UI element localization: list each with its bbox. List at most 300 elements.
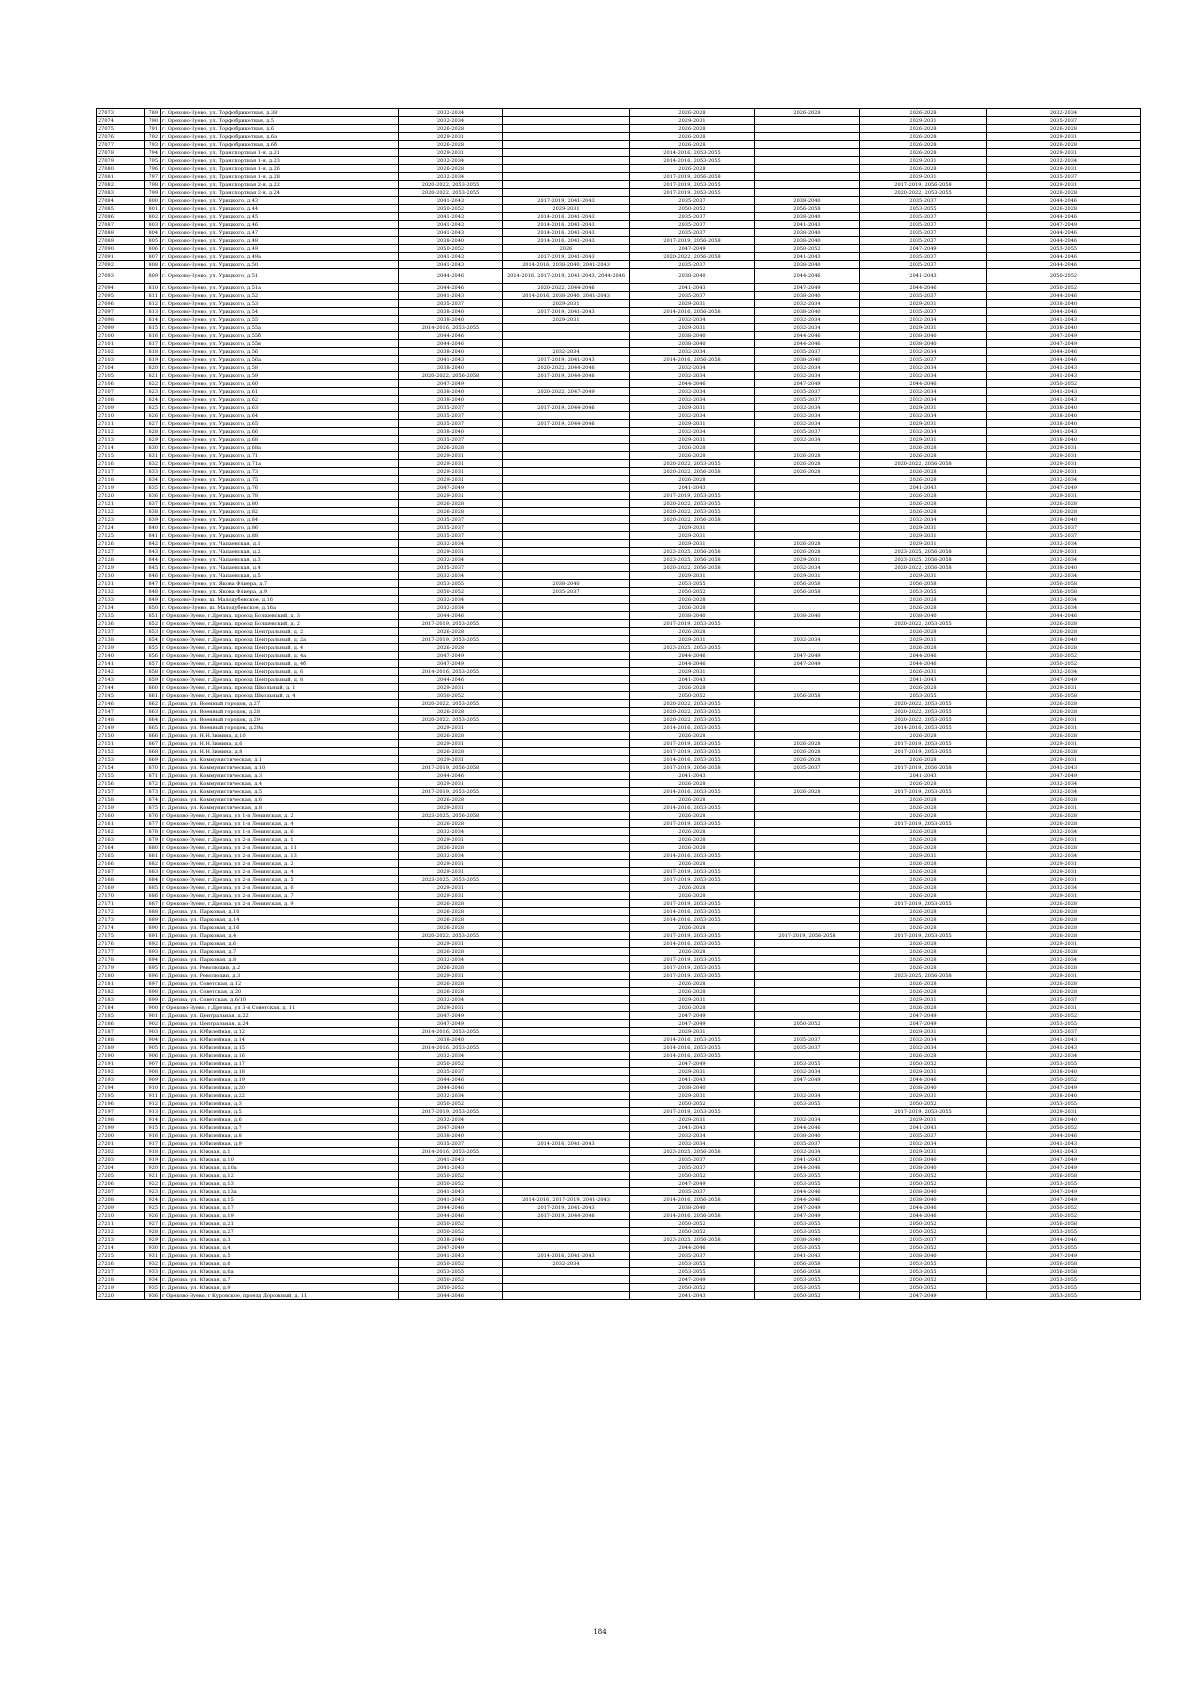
- table-cell: 2023-2025, 2056-2058: [630, 1148, 755, 1156]
- table-cell: 2026-2028: [860, 844, 987, 852]
- table-cell: 2035-2037: [630, 1252, 755, 1260]
- table-cell: 2038-2040: [860, 332, 987, 340]
- table-cell: 2047-2049: [630, 245, 755, 253]
- table-row: [97, 868, 1141, 876]
- table-cell: 2032-2034: [755, 316, 860, 324]
- table-cell: 2029-2031: [399, 804, 503, 812]
- table-cell: 820: [145, 364, 161, 372]
- table-cell: 27169: [97, 884, 145, 892]
- table-cell: 2038-2040: [755, 1236, 860, 1244]
- table-cell: 2032-2034: [755, 300, 860, 308]
- table-cell: 2038-2040: [987, 324, 1141, 332]
- table-cell: 2026-2028: [630, 1004, 755, 1012]
- table-cell: 27149: [97, 724, 145, 732]
- table-row: [97, 404, 1141, 412]
- table-cell: 2035-2037: [399, 524, 503, 532]
- table-cell: [503, 125, 630, 133]
- table-cell: [755, 956, 860, 964]
- table-row: [97, 1060, 1141, 1068]
- table-cell: [503, 788, 630, 796]
- table-cell: 2026-2028: [860, 1052, 987, 1060]
- table-cell: 814: [145, 316, 161, 324]
- table-cell: г. Орехово-Зуево, ул. Урицкого, д.61: [161, 388, 399, 396]
- table-cell: 2026-2028: [860, 812, 987, 820]
- table-cell: 2026-2028: [987, 700, 1141, 708]
- table-cell: 2044-2046: [987, 612, 1141, 620]
- table-cell: 27217: [97, 1268, 145, 1276]
- table-cell: 809: [145, 269, 161, 284]
- table-cell: 2020-2022, 2053-2055: [630, 716, 755, 724]
- table-cell: 2029-2031: [630, 300, 755, 308]
- table-cell: 919: [145, 1156, 161, 1164]
- table-cell: г. Орехово-Зуево, ул. Чапаевская, д.2: [161, 548, 399, 556]
- table-cell: 934: [145, 1276, 161, 1284]
- table-cell: г. Дрезна, ул. Южная, д.13: [161, 1180, 399, 1188]
- table-cell: 27090: [97, 245, 145, 253]
- table-cell: г. Дрезна, ул. Коммунистическая, д.1: [161, 756, 399, 764]
- table-cell: г. Дрезна, ул. Центральная, д.24: [161, 1020, 399, 1028]
- table-cell: 2053-2055: [860, 692, 987, 700]
- table-cell: 2017-2019, 2053-2055: [630, 868, 755, 876]
- table-cell: 936: [145, 1292, 161, 1300]
- table-cell: 2026-2028: [399, 628, 503, 636]
- table-cell: 2020-2022, 2053-2055: [860, 708, 987, 716]
- table-cell: 2041-2043: [399, 229, 503, 237]
- table-cell: 2035-2037: [755, 1140, 860, 1148]
- table-cell: 27152: [97, 748, 145, 756]
- table-cell: 2038-2040: [755, 612, 860, 620]
- table-cell: [503, 924, 630, 932]
- table-cell: 2050-2052: [399, 1100, 503, 1108]
- table-row: [97, 1076, 1141, 1084]
- table-cell: 2029-2031: [399, 1004, 503, 1012]
- table-cell: г Орехово-Зуево, г.Дрезна, ул 2-я Ленинская, д. 9: [161, 900, 399, 908]
- table-cell: 2035-2037: [860, 1236, 987, 1244]
- table-cell: [503, 1124, 630, 1132]
- table-cell: 861: [145, 692, 161, 700]
- table-row: [97, 476, 1141, 484]
- table-cell: [503, 1236, 630, 1244]
- table-cell: 2053-2055: [755, 1172, 860, 1180]
- table-cell: [503, 860, 630, 868]
- table-cell: [755, 684, 860, 692]
- table-cell: [503, 500, 630, 508]
- table-cell: 2047-2049: [987, 332, 1141, 340]
- table-cell: 846: [145, 572, 161, 580]
- table-cell: 2029-2031: [399, 460, 503, 468]
- table-row: [97, 772, 1141, 780]
- table-cell: 2026-2028: [860, 980, 987, 988]
- table-cell: г. Орехово-Зуево, ул. Урицкого, д.45: [161, 213, 399, 221]
- table-cell: 2044-2046: [755, 340, 860, 348]
- table-cell: 2041-2043: [860, 676, 987, 684]
- table-cell: 27079: [97, 157, 145, 165]
- table-cell: г. Орехово-Зуево, ул. Урицкого, д.71: [161, 452, 399, 460]
- table-cell: 2014-2016, 2053-2055: [399, 1044, 503, 1052]
- table-cell: 2029-2031: [630, 1028, 755, 1036]
- table-cell: 2050-2052: [399, 1260, 503, 1268]
- table-cell: 2035-2037: [399, 436, 503, 444]
- table-cell: 860: [145, 684, 161, 692]
- table-cell: 2041-2043: [630, 1076, 755, 1084]
- table-cell: 2035-2037: [630, 213, 755, 221]
- table-cell: 913: [145, 1108, 161, 1116]
- table-cell: г. Дрезна, ул. Юбилейная, д.12: [161, 1028, 399, 1036]
- table-row: [97, 1268, 1141, 1276]
- table-cell: 27135: [97, 612, 145, 620]
- table-cell: 821: [145, 372, 161, 380]
- table-cell: г. Дрезна, ул. Южная, д.5: [161, 1252, 399, 1260]
- table-cell: 833: [145, 468, 161, 476]
- table-cell: 27183: [97, 996, 145, 1004]
- table-cell: 2014-2016, 2053-2055: [630, 908, 755, 916]
- table-cell: 27175: [97, 932, 145, 940]
- table-cell: 2038-2040: [987, 436, 1141, 444]
- table-row: [97, 644, 1141, 652]
- table-cell: 2017-2019, 2053-2055: [630, 956, 755, 964]
- table-cell: 2032-2034: [755, 324, 860, 332]
- table-cell: [503, 612, 630, 620]
- table-cell: 2026-2028: [860, 756, 987, 764]
- table-cell: 837: [145, 500, 161, 508]
- table-cell: 2026-2028: [755, 756, 860, 764]
- table-cell: 2014-2016, 2053-2055: [399, 668, 503, 676]
- table-cell: 2017-2019, 2053-2055: [630, 748, 755, 756]
- table-cell: 796: [145, 165, 161, 173]
- table-cell: 27209: [97, 1204, 145, 1212]
- table-cell: 2020-2022, 2053-2055: [630, 700, 755, 708]
- table-cell: 2035-2037: [860, 213, 987, 221]
- table-cell: 918: [145, 1148, 161, 1156]
- table-row: [97, 189, 1141, 197]
- table-cell: 2029-2031: [987, 868, 1141, 876]
- table-cell: 2038-2040: [630, 340, 755, 348]
- table-cell: 2035-2037: [860, 261, 987, 269]
- table-cell: 2056-2058: [987, 1172, 1141, 1180]
- table-cell: 2017-2019, 2053-2055: [860, 932, 987, 940]
- table-cell: 2029-2031: [860, 572, 987, 580]
- table-cell: [503, 1076, 630, 1084]
- table-cell: 2044-2046: [755, 1164, 860, 1172]
- table-cell: г. Орехово-Зуево, ул. Якова Флиера, д.7: [161, 580, 399, 588]
- table-cell: 2017-2019, 2053-2055: [630, 932, 755, 940]
- table-row: [97, 165, 1141, 173]
- table-cell: г. Орехово-Зуево, ул. Урицкого, д.51: [161, 269, 399, 284]
- table-cell: [503, 1004, 630, 1012]
- table-cell: 2020-2022, 2044-2046: [503, 364, 630, 372]
- table-cell: г. Орехово-Зуево, ш. Малодубенское, д.16: [161, 596, 399, 604]
- table-cell: г. Дрезна, ул. Коммунистическая, д.6: [161, 796, 399, 804]
- table-cell: 2029-2031: [860, 1148, 987, 1156]
- table-cell: 2038-2040: [987, 420, 1141, 428]
- table-cell: [503, 1060, 630, 1068]
- table-cell: 2035-2037: [399, 420, 503, 428]
- table-cell: 2032-2034: [755, 1116, 860, 1124]
- table-cell: 2050-2052: [630, 1100, 755, 1108]
- table-cell: 27187: [97, 1028, 145, 1036]
- table-cell: 929: [145, 1236, 161, 1244]
- table-cell: 790: [145, 117, 161, 125]
- table-cell: 2038-2040: [399, 308, 503, 316]
- table-cell: 2035-2037: [987, 1028, 1141, 1036]
- table-cell: 2017-2019, 2053-2055: [630, 876, 755, 884]
- table-cell: 2044-2046: [987, 213, 1141, 221]
- table-cell: 914: [145, 1116, 161, 1124]
- table-cell: [503, 484, 630, 492]
- table-cell: 27214: [97, 1244, 145, 1252]
- table-cell: 2038-2040: [755, 229, 860, 237]
- table-cell: 2056-2058: [987, 1268, 1141, 1276]
- table-cell: 2026-2028: [860, 828, 987, 836]
- table-cell: г. Дрезна, ул. Парковая, д.14: [161, 916, 399, 924]
- table-cell: г. Орехово-Зуево, ул. Урицкого, д.88: [161, 532, 399, 540]
- table-cell: 27146: [97, 700, 145, 708]
- table-cell: 27207: [97, 1188, 145, 1196]
- table-cell: 2038-2040: [399, 348, 503, 356]
- table-cell: [503, 980, 630, 988]
- table-cell: г. Орехово-Зуево, ул. Урицкого, д.53: [161, 300, 399, 308]
- table-cell: 2050-2052: [399, 692, 503, 700]
- table-cell: г Орехово-Зуево, г.Дрезна, ул 1-я Ленинская, д. 4: [161, 820, 399, 828]
- table-cell: 2026-2028: [987, 796, 1141, 804]
- table-cell: 2029-2031: [399, 756, 503, 764]
- table-row: [97, 892, 1141, 900]
- table-cell: [503, 756, 630, 764]
- table-cell: [503, 708, 630, 716]
- table-row: [97, 340, 1141, 348]
- table-row: [97, 1100, 1141, 1108]
- table-row: [97, 1156, 1141, 1164]
- table-cell: 2047-2049: [987, 1156, 1141, 1164]
- table-cell: [503, 1244, 630, 1252]
- table-cell: [755, 189, 860, 197]
- table-cell: 2029-2031: [630, 668, 755, 676]
- table-cell: [503, 972, 630, 980]
- table-cell: 2038-2040: [860, 1196, 987, 1204]
- table-cell: 799: [145, 189, 161, 197]
- table-cell: [503, 900, 630, 908]
- table-cell: 812: [145, 300, 161, 308]
- table-row: [97, 133, 1141, 141]
- table-cell: г. Орехово-Зуево, ул. Торфобрикетная, д.6а: [161, 133, 399, 141]
- table-row: [97, 956, 1141, 964]
- table-cell: 2053-2055: [630, 1268, 755, 1276]
- table-cell: 2026-2028: [987, 812, 1141, 820]
- table-cell: [503, 852, 630, 860]
- table-cell: г. Дрезна, ул. Южная, д.3: [161, 1236, 399, 1244]
- table-cell: 859: [145, 676, 161, 684]
- table-cell: 2029-2031: [987, 492, 1141, 500]
- table-cell: 2017-2019, 2053-2055: [860, 900, 987, 908]
- table-row: [97, 221, 1141, 229]
- table-cell: г. Орехово-Зуево, ул. Урицкого, д.44: [161, 205, 399, 213]
- table-cell: 2020-2022, 2053-2055: [630, 500, 755, 508]
- table-cell: 27081: [97, 173, 145, 181]
- table-cell: 2029-2031: [987, 468, 1141, 476]
- table-cell: 2032-2034: [399, 1092, 503, 1100]
- table-row: [97, 1140, 1141, 1148]
- table-cell: 921: [145, 1172, 161, 1180]
- table-cell: 2053-2055: [987, 1100, 1141, 1108]
- table-cell: г. Орехово-Зуево, ул. Урицкого, д.49: [161, 245, 399, 253]
- table-cell: 27144: [97, 684, 145, 692]
- table-cell: 27103: [97, 356, 145, 364]
- table-cell: [503, 412, 630, 420]
- table-cell: 2026-2028: [860, 1004, 987, 1012]
- table-cell: 2014-2016, 2053-2055: [630, 1052, 755, 1060]
- table-cell: 2029-2031: [860, 524, 987, 532]
- table-cell: 2017-2019, 2056-2058: [755, 932, 860, 940]
- table-cell: 27130: [97, 572, 145, 580]
- table-cell: 2044-2046: [399, 269, 503, 284]
- table-cell: 2026-2028: [860, 948, 987, 956]
- table-cell: 2029-2031: [399, 149, 503, 157]
- table-cell: г. Орехово-Зуево, ул. Транспортная 1-я, д.23: [161, 157, 399, 165]
- table-cell: 27208: [97, 1196, 145, 1204]
- table-cell: 2026-2028: [860, 604, 987, 612]
- table-cell: 2029-2031: [860, 157, 987, 165]
- table-cell: 2035-2037: [860, 197, 987, 205]
- table-cell: г. Орехово-Зуево, ул. Урицкого, д.52: [161, 292, 399, 300]
- table-cell: 2041-2043: [630, 1124, 755, 1132]
- table-cell: [503, 1220, 630, 1228]
- table-cell: 27121: [97, 500, 145, 508]
- table-cell: 2032-2034: [987, 1052, 1141, 1060]
- table-cell: 2035-2037: [755, 388, 860, 396]
- table-cell: 2035-2037: [860, 253, 987, 261]
- table-cell: [503, 396, 630, 404]
- table-row: [97, 908, 1141, 916]
- table-cell: 2032-2034: [755, 412, 860, 420]
- table-cell: 2026-2028: [987, 948, 1141, 956]
- table-cell: 2038-2040: [755, 197, 860, 205]
- table-cell: [503, 820, 630, 828]
- table-cell: 2026-2028: [399, 508, 503, 516]
- table-cell: 27118: [97, 476, 145, 484]
- table-cell: 2032-2034: [987, 780, 1141, 788]
- table-cell: 2050-2052: [399, 1180, 503, 1188]
- table-cell: г Орехово-Зуево, г.Дрезна, проезд Центральный, д. 6: [161, 668, 399, 676]
- table-cell: 2023-2025, 2056-2058: [399, 812, 503, 820]
- table-cell: г. Дрезна, ул. Советская, д.20: [161, 988, 399, 996]
- table-cell: 2029-2031: [860, 436, 987, 444]
- table-cell: [755, 628, 860, 636]
- table-cell: 2029-2031: [987, 548, 1141, 556]
- table-cell: 2047-2049: [630, 1020, 755, 1028]
- table-cell: [503, 149, 630, 157]
- table-cell: г. Орехово-Зуево, ул. Урицкого, д.55а: [161, 324, 399, 332]
- table-cell: 2032-2034: [860, 412, 987, 420]
- table-cell: г. Орехово-Зуево, ул. Урицкого, д.48: [161, 237, 399, 245]
- table-cell: 906: [145, 1052, 161, 1060]
- table-cell: 2044-2046: [987, 237, 1141, 245]
- table-cell: 27215: [97, 1252, 145, 1260]
- table-cell: [503, 1020, 630, 1028]
- table-cell: 2023-2025, 2056-2058: [630, 548, 755, 556]
- table-cell: 2047-2049: [860, 1292, 987, 1300]
- table-cell: 2026-2028: [399, 141, 503, 149]
- table-cell: 2038-2040: [860, 1252, 987, 1260]
- table-cell: 27201: [97, 1140, 145, 1148]
- table-cell: 2020-2022, 2053-2055: [399, 700, 503, 708]
- schedule-sheet: [96, 108, 1124, 1300]
- table-cell: 2026-2028: [987, 189, 1141, 197]
- table-cell: 2017-2019, 2053-2055: [399, 636, 503, 644]
- table-cell: 2029-2031: [399, 892, 503, 900]
- table-cell: 904: [145, 1036, 161, 1044]
- table-cell: 27131: [97, 580, 145, 588]
- table-cell: 797: [145, 173, 161, 181]
- table-cell: 2050-2052: [399, 1228, 503, 1236]
- table-cell: 2020-2022, 2053-2055: [630, 460, 755, 468]
- table-cell: 838: [145, 508, 161, 516]
- table-cell: 2026-2028: [987, 500, 1141, 508]
- table-cell: 836: [145, 492, 161, 500]
- table-cell: 27161: [97, 820, 145, 828]
- table-cell: 2038-2040: [399, 364, 503, 372]
- table-cell: 2038-2040: [987, 636, 1141, 644]
- table-row: [97, 596, 1141, 604]
- table-cell: 2014-2016, 2053-2055: [399, 1028, 503, 1036]
- table-cell: 2035-2037: [987, 524, 1141, 532]
- table-cell: 2047-2049: [399, 1124, 503, 1132]
- table-cell: 27163: [97, 836, 145, 844]
- table-cell: 2038-2040: [987, 564, 1141, 572]
- table-cell: 920: [145, 1164, 161, 1172]
- table-cell: 798: [145, 181, 161, 189]
- table-cell: 2056-2058: [860, 580, 987, 588]
- table-cell: 2029-2031: [399, 476, 503, 484]
- table-cell: 872: [145, 780, 161, 788]
- table-cell: 2026-2028: [860, 964, 987, 972]
- table-row: [97, 628, 1141, 636]
- table-cell: г. Дрезна, ул. Парковая, д.4: [161, 932, 399, 940]
- table-cell: 2029-2031: [630, 404, 755, 412]
- table-cell: г Орехово-Зуево, г.Дрезна, ул 2-я Ленинская, д. 1: [161, 836, 399, 844]
- table-cell: [755, 980, 860, 988]
- table-cell: г Орехово-Зуево, г.Дрезна, ул 2-я Ленинская, д. 7: [161, 892, 399, 900]
- table-cell: 806: [145, 245, 161, 253]
- table-cell: г Орехово-Зуево, г.Дрезна, ул 2-я Ленинская, д. 13: [161, 852, 399, 860]
- table-cell: 27160: [97, 812, 145, 820]
- table-cell: [755, 780, 860, 788]
- table-cell: 27198: [97, 1116, 145, 1124]
- table-cell: 27154: [97, 764, 145, 772]
- table-cell: г Орехово-Зуево, г.Дрезна, проезд Центральный, д. 4б: [161, 660, 399, 668]
- table-cell: 2035-2037: [755, 1036, 860, 1044]
- table-cell: 2029-2031: [503, 300, 630, 308]
- table-cell: 880: [145, 844, 161, 852]
- table-cell: 2047-2049: [987, 1084, 1141, 1092]
- table-cell: 2050-2052: [987, 1012, 1141, 1020]
- table-cell: 2050-2052: [630, 1172, 755, 1180]
- table-cell: 2032-2034: [503, 348, 630, 356]
- table-row: [97, 620, 1141, 628]
- table-cell: 909: [145, 1076, 161, 1084]
- table-cell: [755, 476, 860, 484]
- table-cell: 2038-2040: [987, 1116, 1141, 1124]
- table-cell: 887: [145, 900, 161, 908]
- table-cell: 804: [145, 229, 161, 237]
- table-cell: [755, 772, 860, 780]
- table-cell: [503, 676, 630, 684]
- table-cell: [503, 1156, 630, 1164]
- table-cell: [755, 716, 860, 724]
- table-cell: 2035-2037: [755, 764, 860, 772]
- table-row: [97, 420, 1141, 428]
- table-cell: 2026-2028: [860, 149, 987, 157]
- table-cell: 2032-2034: [860, 1140, 987, 1148]
